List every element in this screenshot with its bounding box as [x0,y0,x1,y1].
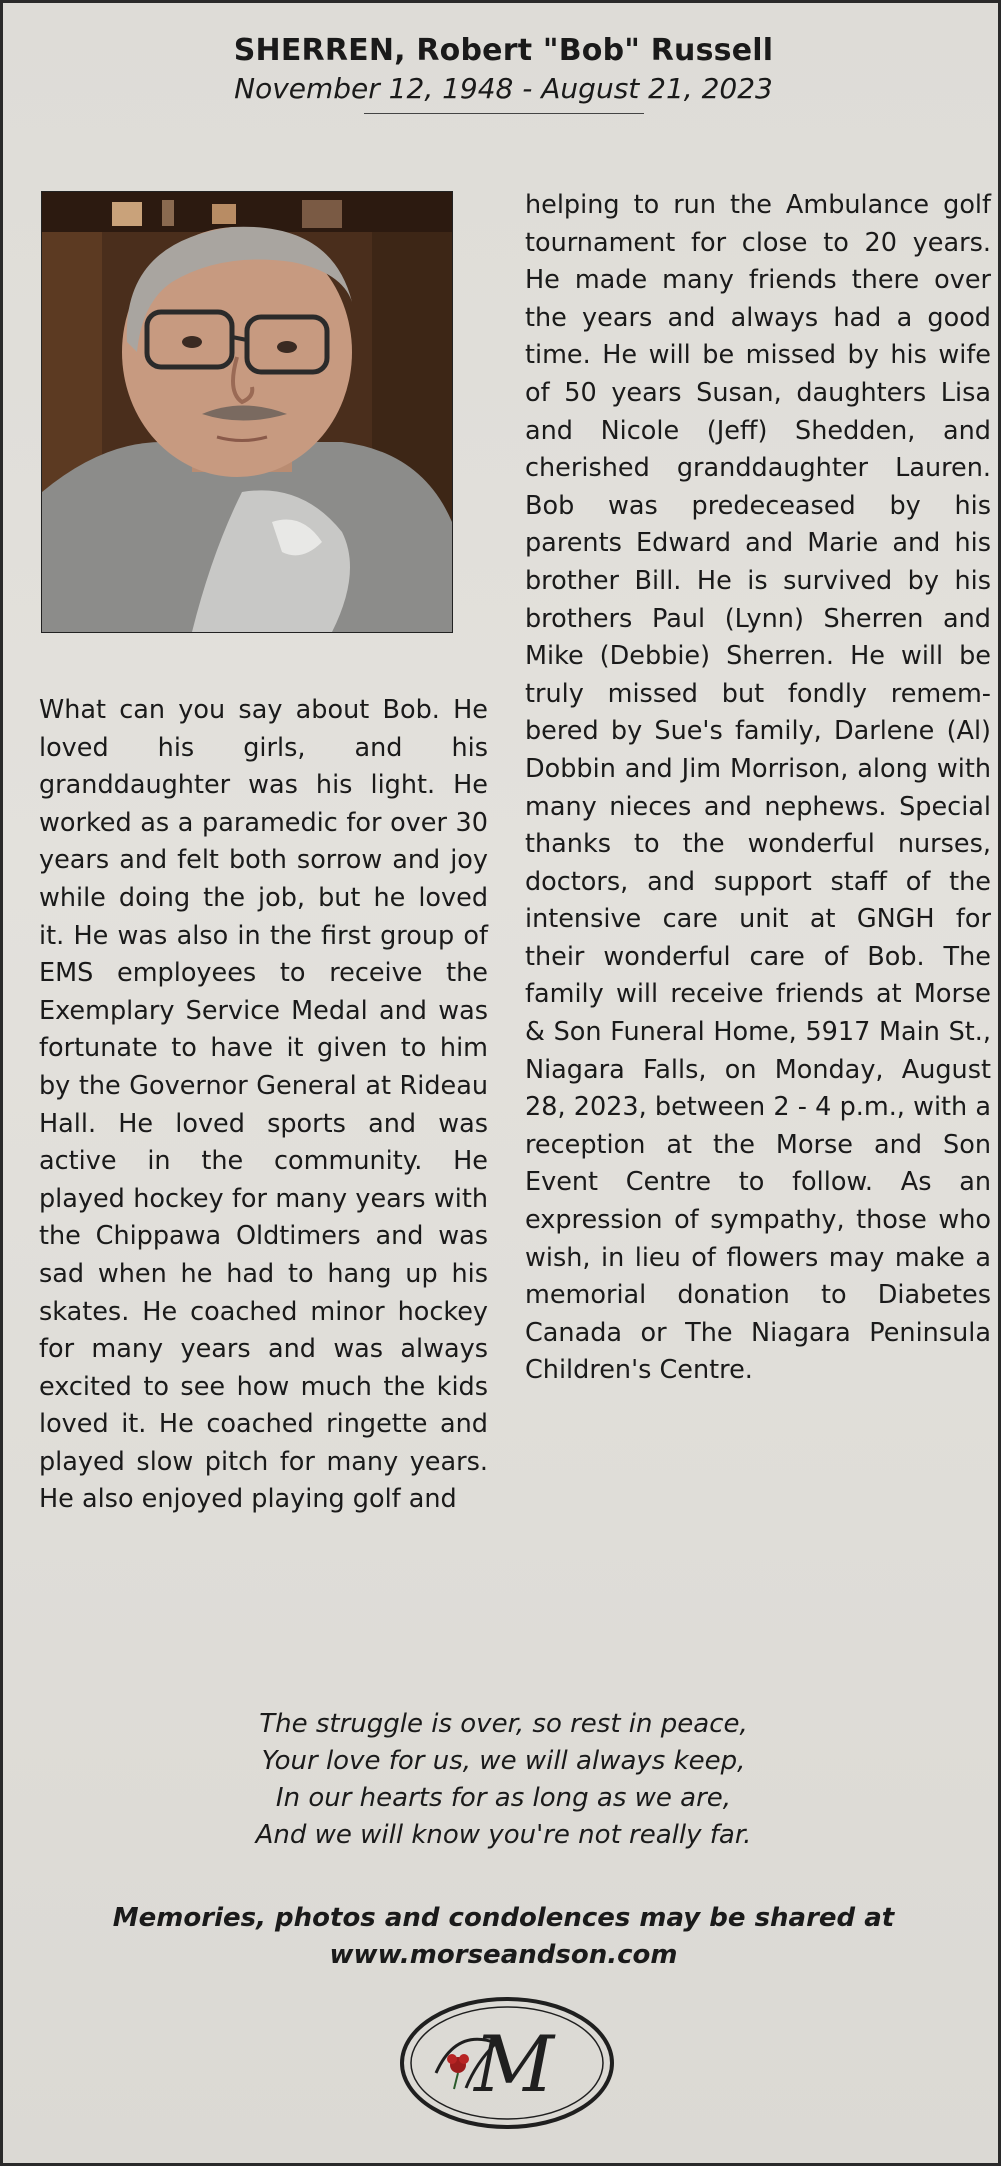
poem-line: And we will know you're not really far. [255,1820,752,1850]
logo-monogram: M [474,2020,554,2110]
obituary-header [3,33,1001,114]
rose-icon [447,2054,469,2089]
obituary-text-column-right [525,187,991,1390]
memorial-poem [3,1706,1001,1854]
life-dates: November 12, 1948 - August 21, 2023 [234,72,773,105]
logo-emblem [396,1993,618,2133]
portrait-photo [41,191,453,633]
funeral-home-url: www.morseandson.com [329,1940,678,1970]
obituary-text-column-left [39,692,488,1519]
funeral-home-logo [396,1993,618,2133]
poem-line: In our hearts for as long as we are, [275,1783,732,1813]
condolences-note [3,1900,1001,1974]
condolences-text: Memories, photos and condolences may be shared at [112,1903,895,1933]
deceased-name: SHERREN, Robert "Bob" Russell [233,33,774,68]
poem-line: Your love for us, we will always keep, [261,1746,746,1776]
portrait-illustration [42,192,452,632]
obituary-paragraph-left: What can you say about Bob. He loved his girls, and his granddaughter was his light. He worked as a paramedic for over 30 years and felt both sorrow and joy while doing the job, but he loved it. He was also in the first group of EMS employees to receive the Exemplary Service Medal and was fortunate to have it given to him by the Governor General at Rideau Hall. He loved sports and was active in the community. He played hockey for many years with the Chippawa Oldtimers and was sad when he had to hang up his skates. He coached minor hockey for many years and was always excited to see how much the kids loved it. He coached ringette and played slow pitch for many years. He also enjoyed playing golf and [39,695,488,1515]
poem-line: The struggle is over, so rest in peace, [259,1709,748,1739]
header-divider [364,113,644,114]
obituary-paragraph-right: helping to run the Ambulance golf tournament for close to 20 years. He made many friends there over the years and always had a good time. He will be missed by his wife of 50 years Susan, daughters Lisa and Nicole (Jeff) Shedden, and cherished granddaughter Lauren. Bob was predeceased by his parents Edward and Marie and his brother Bill. He is survived by his brothers Paul (Lynn) Sherren and Mike (Debbie) Sherren. He will be truly missed but fondly remem-bered by Sue's family, Darlene (Al) Dobbin and Jim Morrison, along with many nieces and nephews. Special thanks to the wonderful nurses, doctors, and support staff of the intensive care unit at GNGH for their wonderful care of Bob. The family will receive friends at Morse & Son Funeral Home, 5917 Main St., Niagara Falls, on Monday, August 28, 2023, between 2 - 4 p.m., with a reception at the Morse and Son Event Centre to follow. As an expression of sympathy, those who wish, in lieu of flowers may make a memorial donation to Diabetes Canada or The Niagara Peninsula Children's Centre. [525,190,991,1386]
